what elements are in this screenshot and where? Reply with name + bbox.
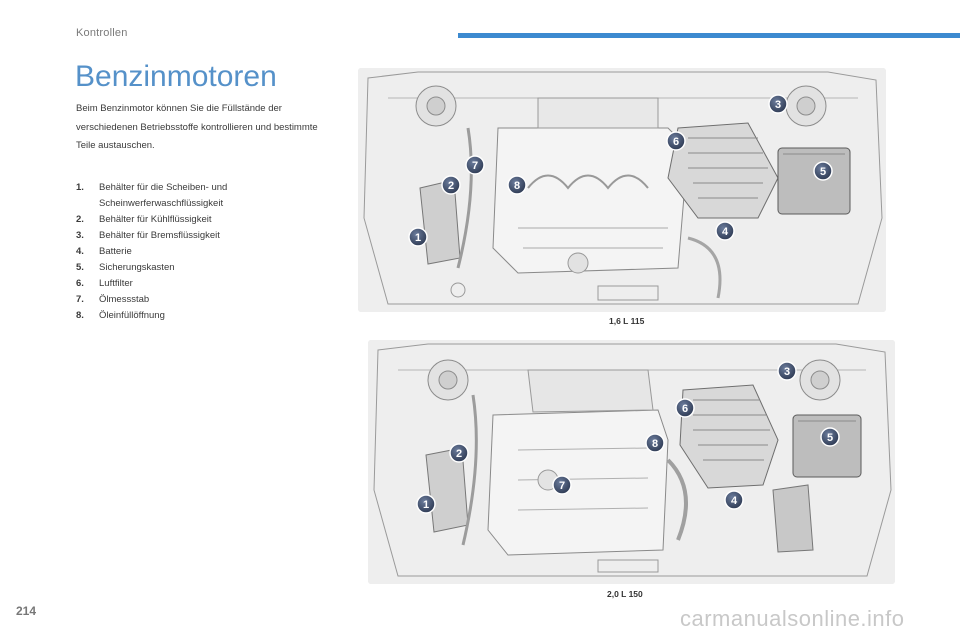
legend-number: 6.: [76, 278, 84, 289]
legend-number: 7.: [76, 294, 84, 305]
svg-text:3: 3: [774, 99, 782, 111]
legend-text: Sicherungskasten: [99, 262, 175, 273]
engine-diagram-2-0: [368, 340, 895, 584]
intro-text: Beim Benzinmotor können Sie die Füllstände der verschiedenen Betriebsstoffe kontrollieren und bestimmte Teile austauschen.: [76, 103, 318, 151]
legend-text: Behälter für Kühlflüssigkeit: [99, 214, 212, 225]
svg-text:7: 7: [558, 480, 566, 492]
legend-number: 4.: [76, 246, 84, 257]
legend-number: 5.: [76, 262, 84, 273]
svg-text:8: 8: [513, 180, 521, 192]
legend-number: 2.: [76, 214, 84, 225]
marker-8: [508, 176, 526, 194]
legend-number: 1.: [76, 182, 84, 193]
svg-text:7: 7: [471, 160, 479, 172]
section-label: Kontrollen: [76, 27, 128, 39]
marker-4: [716, 222, 734, 240]
legend-number: 3.: [76, 230, 84, 241]
engine-diagram-1-6: [358, 68, 886, 312]
svg-text:2: 2: [447, 180, 455, 192]
legend-text: Luftfilter: [99, 278, 133, 289]
legend-text: Batterie: [99, 246, 132, 257]
svg-text:1: 1: [414, 232, 422, 244]
svg-text:5: 5: [826, 432, 834, 444]
legend-item: [76, 292, 336, 308]
marker-6: [667, 132, 685, 150]
legend-number: 8.: [76, 310, 84, 321]
marker-6: [676, 399, 694, 417]
marker-3: [769, 95, 787, 113]
legend-item: [76, 260, 336, 276]
diagram-caption: 2,0 L 150: [607, 589, 643, 599]
marker-2: [450, 444, 468, 462]
legend-list: [76, 180, 336, 324]
legend-text: Ölmessstab: [99, 294, 150, 305]
legend-item: [76, 244, 336, 260]
engine-illustration: [358, 68, 886, 312]
marker-2: [442, 176, 460, 194]
legend-item: [76, 308, 336, 324]
svg-text:2: 2: [455, 448, 463, 460]
legend-text: Öleinfüllöffnung: [99, 310, 165, 321]
legend-item: [76, 180, 336, 212]
svg-text:6: 6: [672, 136, 680, 148]
legend-item: [76, 212, 336, 228]
svg-text:5: 5: [819, 166, 827, 178]
engine-illustration: [368, 340, 895, 584]
legend-item: [76, 276, 336, 292]
marker-1: [409, 228, 427, 246]
svg-text:8: 8: [651, 438, 659, 450]
svg-text:3: 3: [783, 366, 791, 378]
marker-4: [725, 491, 743, 509]
diagram-caption: 1,6 L 115: [609, 316, 645, 326]
page-title: Benzinmotoren: [75, 60, 277, 93]
marker-7: [466, 156, 484, 174]
page-number: 214: [16, 604, 37, 618]
marker-1: [417, 495, 435, 513]
svg-text:4: 4: [730, 495, 738, 507]
marker-8: [646, 434, 664, 452]
marker-3: [778, 362, 796, 380]
svg-text:4: 4: [721, 226, 729, 238]
legend-text: Behälter für Bremsflüssigkeit: [99, 230, 220, 241]
marker-7: [553, 476, 571, 494]
legend-text: Behälter für die Scheiben- und Scheinwerferwaschflüssigkeit: [99, 182, 228, 209]
legend-item: [76, 228, 336, 244]
svg-text:6: 6: [681, 403, 689, 415]
svg-text:1: 1: [422, 499, 430, 511]
header-bar: [458, 33, 960, 38]
marker-5: [821, 428, 839, 446]
marker-5: [814, 162, 832, 180]
watermark: carmanualsonline.info: [680, 606, 905, 631]
